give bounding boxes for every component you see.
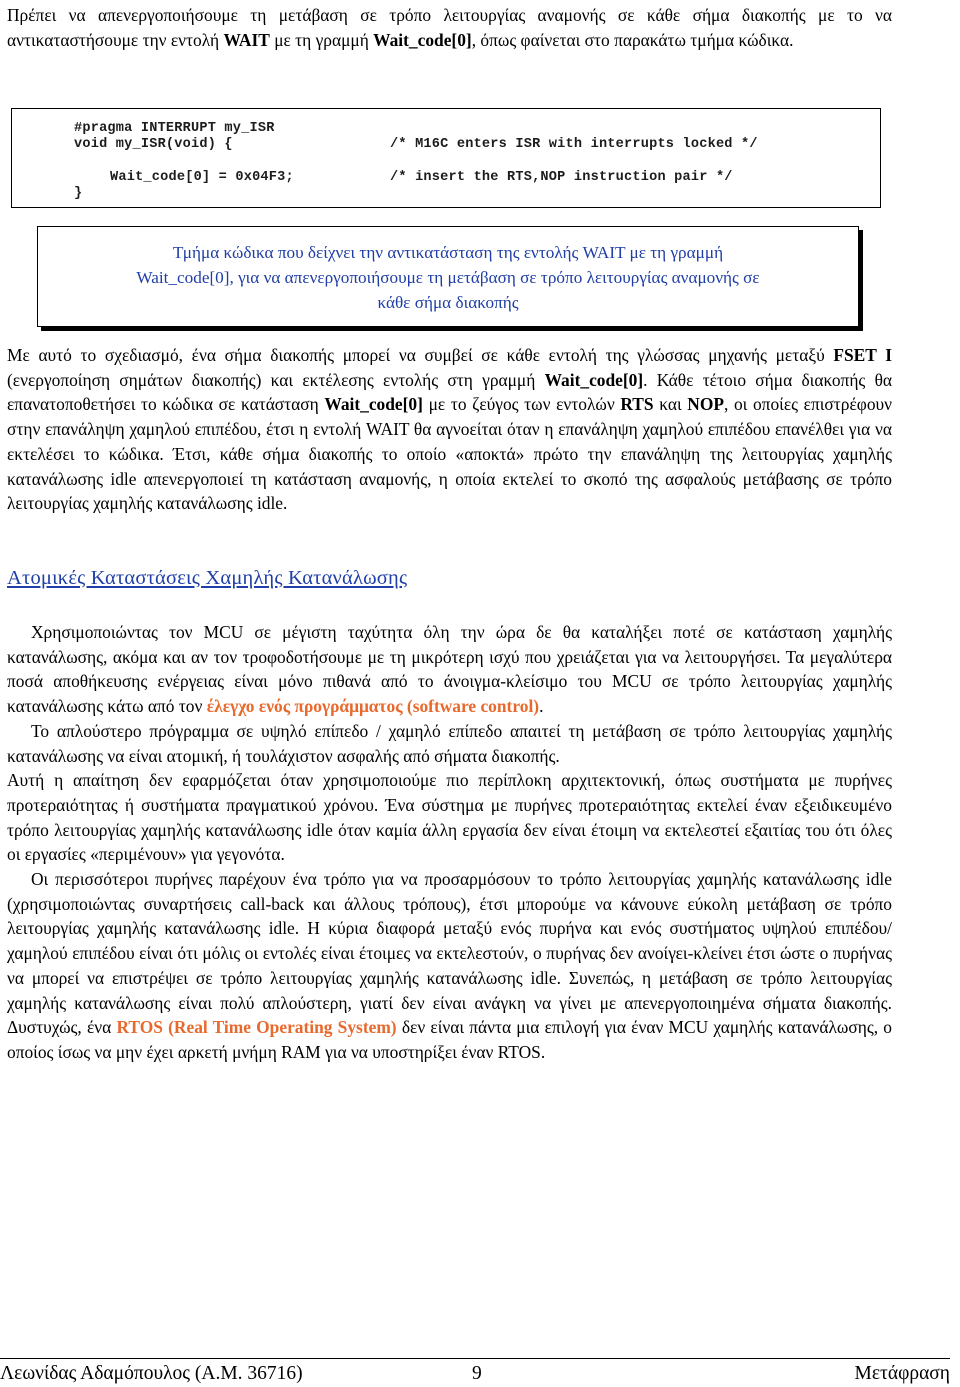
body-paragraph: Αυτή η απαίτηση δεν εφαρμόζεται όταν χρησιμοποιούμε πιο περίπλοκη αρχιτεκτονική, όπως συστήματα με πυρήνες προτεραιότητας ή συστήματα πραγματικού χρόνου. Ένα σύστημα με πυρήνες προτεραιότητας εκτελεί έναν εξειδικευμένο τρόπο λειτουργίας χαμηλής κατανάλωσης idle όταν καμία άλλη εργασία δεν είναι έτοιμη να εκτελεστεί εξαιτίας του ότι όλες οι εργασίες «περιμένουν» για γεγονότα. [7,770,892,865]
footer-author: Λεωνίδας Αδαμόπουλος (Α.Μ. 36716) [0,1363,303,1384]
body-text: Οι περισσότεροι πυρήνες παρέχουν ένα τρόπο για να προσαρμόσουν το τρόπο λειτουργίας χαμηλής κατανάλωσης idle (χρησιμοποιώντας συναρτήσεις call-back και άλλους τρόπους), έτσι μπορούμε να κάνουνε εύκολη μετάβαση σε τρόπο λειτουργίας χαμηλής κατανάλωσης idle. Η κύρια διαφορά μεταξύ ενός πυρήνα και ενός συστήματος υψηλού επιπέδου/χαμηλού επιπέδου είναι ότι μόλις οι εντολές είναι έτοιμες να εκτελεστούν, ο πυρήνας δεν ανοίγει-κλείνει έτσι ώστε ο πυρήνας να μπορεί να επιστρέψει σε τρόπο λειτουργίας χαμηλής κατανάλωσης idle. Συνεπώς, η μετάβαση σε τρόπο λειτουργίας χαμηλής κατανάλωσης είναι πολύ απλούστερη, γιατί δεν είναι ανάγκη να γίνει με απενεργοποιημένα σήματα διακοπής. Δυστυχώς, ένα [7,869,892,1038]
body-text: με το ζεύγος των εντολών [422,394,621,415]
body-text: . Κάθε τέτοιο σήμα διακοπής θα επανατοποθετήσει το κώδικα σε κατάσταση [7,369,893,415]
intro-text: Πρέπει να απενεργοποιήσουμε τη μετάβαση σε τρόπο λειτουργίας αναμονής σε κάθε σήμα διακοπής με το να αντικαταστήσουμε την εντολή [7,5,892,50]
figure-caption [37,226,859,327]
page-footer [0,1358,950,1387]
intro-bold-waitcode: Wait_code[0] [373,29,472,50]
body-text: και [653,394,688,415]
code-comment: /* M16C enters ISR with interrupts locked */ [390,137,758,152]
body-bold: FSET I [833,345,892,365]
caption-line: κάθε σήμα διακοπής [377,293,519,312]
code-line: } [74,186,83,201]
body-paragraph [7,867,892,1065]
highlight-rtos: RTOS (Real Time Operating System) [116,1017,397,1038]
body-text: , οι οποίες επιστρέφουν στην επανάληψη χαμηλού επιπέδου, έτσι η εντολή WAIT θα αγνοείται όταν η επανάληψη χαμηλού επιπέδου επανέλθει για να εκτελέσει το κώδικα. Έτσι, κάθε σήμα διακοπής το οποίο «αποκτά» πρώτο την επανάληψη της λειτουργίας χαμηλής κατανάλωσης idle απενεργοποιεί τη κατάσταση αναμονής, η οποία εκτελεί το σκοπό της ασφαλούς μετάβασης σε τρόπο λειτουργίας χαμηλής κατανάλωσης idle. [7,394,892,514]
body-text: Χρησιμοποιώντας τον MCU σε μέγιστη ταχύτητα όλη την ώρα δε θα καταλήξει ποτέ σε κατάσταση χαμηλής κατανάλωσης, ακόμα και αν τον τροφοδοτήσουμε με τη μικρότερη ισχύ που χρειάζεται για να λειτουργήσει. Τα μεγαλύτερα ποσά αποθήκευσης ενέργειας είναι μόνο πιθανά από το άνοιγμα-κλείσιμο του MCU σε τρόπο λειτουργίας χαμηλής κατανάλωσης κάτω από τον [7,622,892,717]
code-comment: /* insert the RTS,NOP instruction pair */ [390,170,733,185]
caption-line: Τμήμα κώδικα που δείχνει την αντικατάσταση της εντολής WAIT με τη γραμμή [172,243,724,262]
body-paragraph: Το απλούστερο πρόγραμμα σε υψηλό επίπεδο / χαμηλό επίπεδο απαιτεί τη μετάβαση σε τρόπο λειτουργίας χαμηλής κατανάλωσης να είναι ατομική, ή τουλάχιστον ασφαλής από σήματα διακοπής. [7,720,892,766]
footer-label: Μετάφραση [854,1363,950,1384]
body-text: . [539,696,544,717]
body-bold: NOP [687,394,724,415]
intro-bold-wait: WAIT [223,29,270,50]
body-paragraph [7,343,892,516]
section-heading: Ατομικές Καταστάσεις Χαμηλής Κατανάλωσης [7,567,408,589]
code-line: #pragma INTERRUPT my_ISR [74,121,275,136]
body-text: (ενεργοποίηση σημάτων διακοπής) και εκτέλεσης εντολής στη γραμμή [7,369,545,390]
intro-paragraph [7,3,892,52]
body-bold: Wait_code[0] [544,369,644,390]
body-text: δεν είναι πάντα μια επιλογή για έναν MCU χαμηλής κατανάλωσης, ο οποίος ίσως να μην έχει αρκετή μνήμη RAM για να υποστηρίξει έναν RTOS. [7,1017,892,1062]
code-line: void my_ISR(void) { [74,137,233,152]
caption-line: Wait_code[0], για να απενεργοποιήσουμε τη μετάβαση σε τρόπο λειτουργίας αναμονής σε [136,268,760,287]
body-bold: Wait_code[0] [324,394,423,415]
section-body [7,620,892,1065]
footer-page-number: 9 [472,1363,482,1384]
code-snippet-box [11,108,881,208]
code-line: Wait_code[0] = 0x04F3; [110,170,294,185]
body-paragraph [7,620,892,719]
intro-text: , όπως φαίνεται στο παρακάτω τμήμα κώδικα. [471,29,794,50]
body-text: Με αυτό το σχεδιασμό, ένα σήμα διακοπής μπορεί να συμβεί σε κάθε εντολή της γλώσσας μηχανής μεταξύ [7,345,834,365]
body-bold: RTS [620,394,654,415]
highlight-software-control: έλεγχο ενός προγράμματος (software control) [206,696,540,717]
intro-text: με τη γραμμή [269,29,374,50]
